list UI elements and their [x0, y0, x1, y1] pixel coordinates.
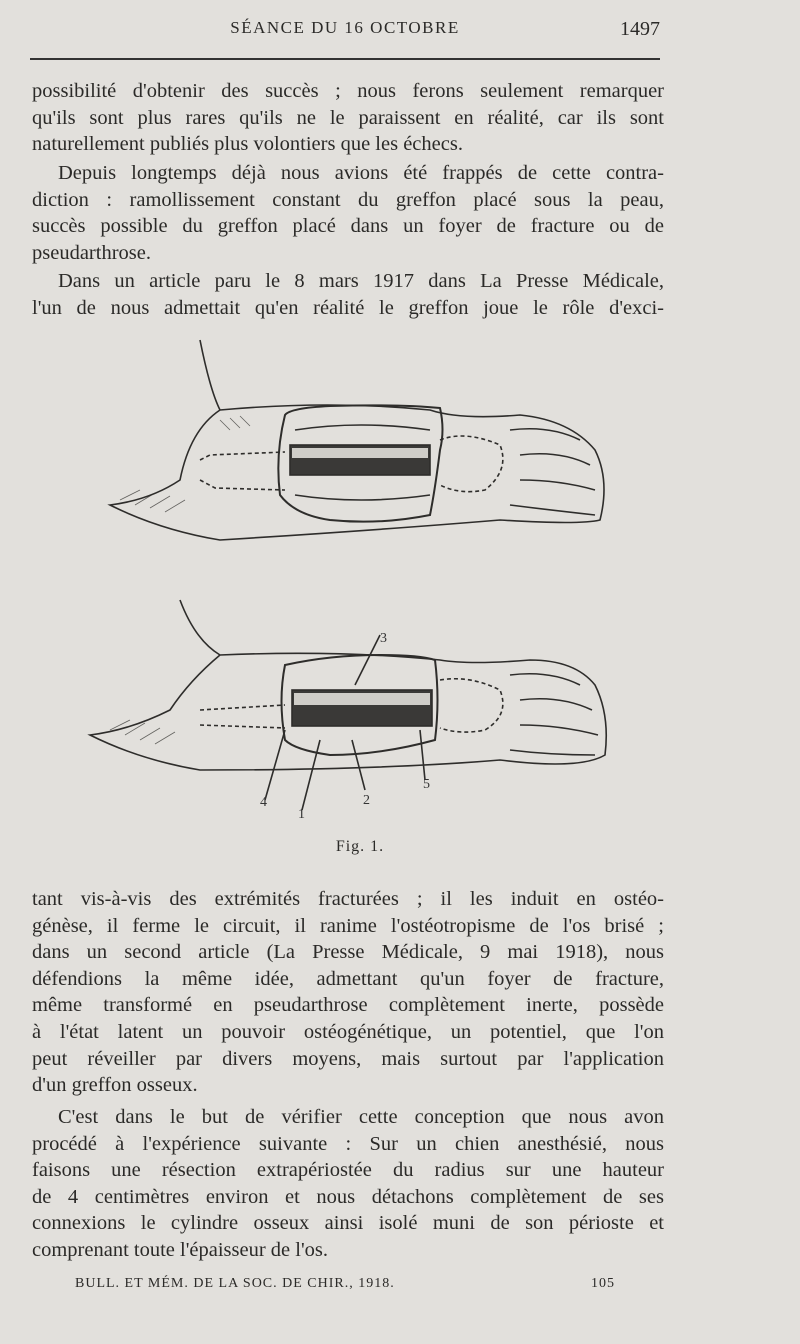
text-line: tant vis-à-vis des extrémités fracturées ; il les induit en ostéo-	[32, 888, 664, 910]
paragraph-1	[32, 78, 664, 158]
text-line: diction : ramollissement constant du greffon placé sous la peau,	[32, 188, 664, 211]
running-footer	[75, 1276, 615, 1296]
text-line: qu'ils sont plus rares qu'ils ne le paraissent en réalité, car ils sont	[32, 106, 664, 129]
figure-caption: Fig. 1.	[335, 838, 385, 855]
running-header	[30, 18, 660, 46]
text-line: Depuis longtemps déjà nous avions été frappés de cette contra-	[58, 162, 664, 184]
text-line: d'un greffon osseux.	[32, 1074, 198, 1097]
text-line: de 4 centimètres environ et nous détachons complètement de ses	[32, 1185, 664, 1208]
header-rule	[30, 58, 660, 60]
text-line: connexions le cylindre osseux ainsi isolé muni de son périoste et	[32, 1212, 664, 1235]
footer-sheet-number: 105	[591, 1276, 615, 1291]
paragraph-4	[32, 886, 664, 1099]
text-line: C'est dans le but de vérifier cette conception que nous avon	[58, 1106, 664, 1128]
text-line: pseudarthrose.	[32, 241, 151, 264]
figure-dog-forelimb-illustration	[80, 330, 640, 830]
figure-label-5: 5	[423, 777, 430, 792]
text-line: même transformé en pseudarthrose complètement inerte, possède	[32, 994, 664, 1017]
text-line: l'un de nous admettait qu'en réalité le greffon joue le rôle d'exci-	[32, 296, 664, 319]
figure-label-3: 3	[380, 631, 387, 646]
text-line: défendions la même idée, admettant qu'un foyer de fracture,	[32, 967, 664, 990]
figure-label-1: 1	[298, 807, 305, 822]
text-line: à l'état latent un pouvoir ostéogénétique, un potentiel, que l'on	[32, 1020, 664, 1043]
text-line: faisons une résection extrapériostée du radius sur une hauteur	[32, 1159, 664, 1182]
text-line: peut réveiller par divers moyens, mais surtout par l'application	[32, 1047, 664, 1070]
text-line: possibilité d'obtenir des succès ; nous ferons seulement remarquer	[32, 80, 664, 102]
text-line: dans un second article (La Presse Médicale, 9 mai 1918), nous	[32, 941, 664, 964]
text-line: génèse, il ferme le circuit, il ranime l'ostéotropisme de l'os brisé ;	[32, 914, 664, 937]
paragraph-5	[32, 1104, 664, 1264]
figure-label-4: 4	[260, 795, 267, 810]
header-title: SÉANCE DU 16 OCTOBRE	[230, 18, 460, 37]
text-line: succès possible du greffon placé dans un foyer de fracture ou de	[32, 215, 664, 238]
page-number: 1497	[620, 18, 660, 40]
text-line: procédé à l'expérience suivante : Sur un chien anesthésié, nous	[32, 1132, 664, 1155]
footer-journal: BULL. ET MÉM. DE LA SOC. DE CHIR., 1918.	[75, 1276, 395, 1291]
paragraph-3	[32, 268, 664, 321]
text-line: Dans un article paru le 8 mars 1917 dans La Presse Médicale,	[58, 270, 664, 292]
figure-label-2: 2	[363, 793, 370, 808]
text-line: comprenant toute l'épaisseur de l'os.	[32, 1238, 329, 1261]
text-line: naturellement publiés plus volontiers que les échecs.	[32, 133, 463, 156]
paragraph-2	[32, 160, 664, 266]
